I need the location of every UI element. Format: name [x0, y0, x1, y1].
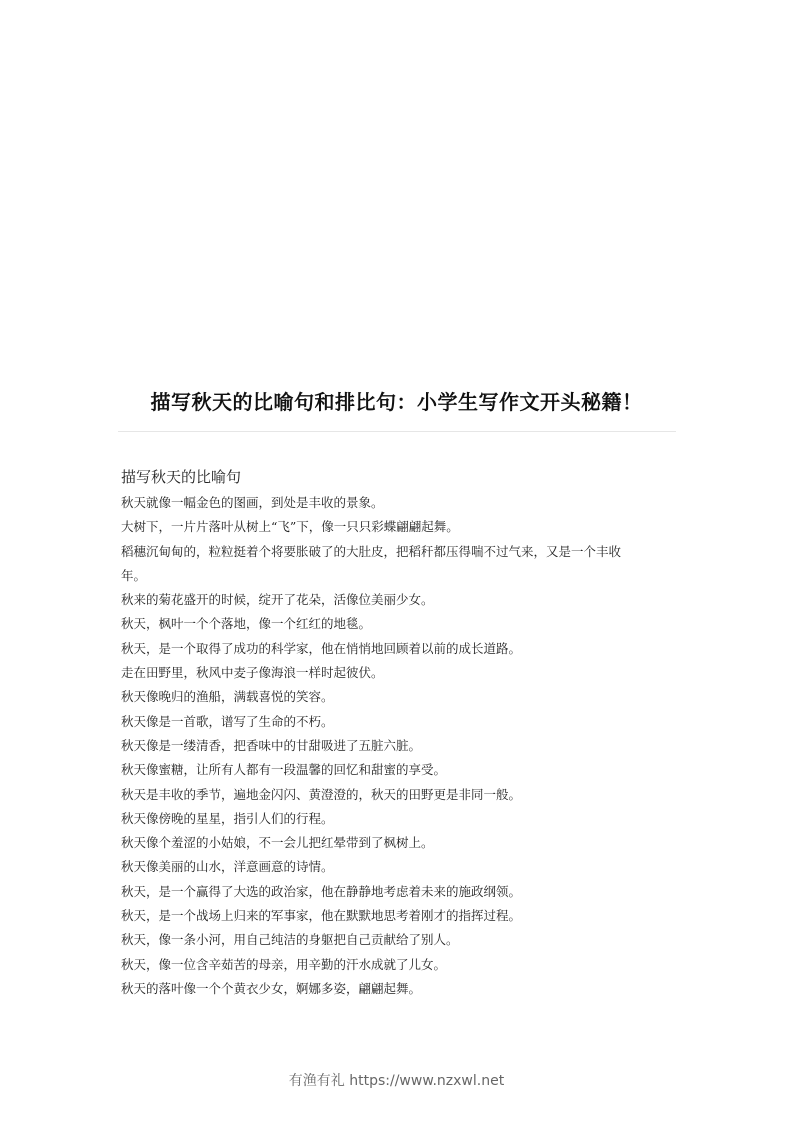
- sentence-line: 秋天，像一条小河，用自己纯洁的身躯把自己贡献给了别人。: [121, 932, 459, 948]
- sentence-line: 秋天的落叶像一个个黄衣少女，婀娜多姿，翩翩起舞。: [121, 980, 422, 996]
- sentence-line: 秋天，像一位含辛茹苦的母亲，用辛勤的汗水成就了儿女。: [121, 956, 447, 972]
- sentence-line: 秋天像是一缕清香，把香味中的甘甜吸进了五脏六脏。: [121, 737, 422, 753]
- sentence-line: 大树下，一片片落叶从树上“飞”下，像一只只彩蝶翩翩起舞。: [121, 519, 459, 535]
- sentence-line: 走在田野里，秋风中麦子像海浪一样时起彼伏。: [121, 665, 384, 681]
- sentence-line: 秋天像蜜糖，让所有人都有一段温馨的回忆和甜蜜的享受。: [121, 762, 447, 778]
- sentence-line: 秋天，是一个战场上归来的军事家，他在默默地思考着刚才的指挥过程。: [121, 908, 522, 924]
- sentence-line: 秋天像晚归的渔船，满载喜悦的笑容。: [121, 689, 334, 705]
- sentence-line: 秋天，是一个赢得了大选的政治家，他在静静地考虑着未来的施政纲领。: [121, 883, 522, 899]
- sentence-line: 稻穗沉甸甸的，粒粒挺着个将要胀破了的大肚皮，把稻秆都压得喘不过气来，又是一个丰收: [121, 543, 622, 559]
- page-title: 描写秋天的比喻句和排比句：小学生写作文开头秘籍！: [150, 390, 643, 414]
- sentence-list: [121, 491, 681, 1001]
- sentence-line: 秋天，枫叶一个个落地，像一个红红的地毯。: [121, 616, 372, 632]
- sentence-line: 秋天像是一首歌，谱写了生命的不朽。: [121, 713, 334, 729]
- sentence-line: 秋天就像一幅金色的图画，到处是丰收的景象。: [121, 495, 384, 510]
- sentence-line: 秋天，是一个取得了成功的科学家，他在悄悄地回顾着以前的成长道路。: [121, 640, 522, 656]
- sentence-line: 秋来的菊花盛开的时候，绽开了花朵，活像位美丽少女。: [121, 592, 434, 608]
- sentence-line: 秋天是丰收的季节，遍地金闪闪、黄澄澄的，秋天的田野更是非同一般。: [121, 786, 522, 802]
- sentence-line: 秋天像傍晚的星星，指引人们的行程。: [121, 810, 334, 826]
- sentence-line: 秋天像美丽的山水，洋意画意的诗情。: [121, 859, 334, 875]
- footer-watermark: 有渔有礼 https://www.nzxwl.net: [288, 1073, 505, 1089]
- sentence-line: 秋天像个羞涩的小姑娘，不一会儿把红晕带到了枫树上。: [121, 835, 434, 851]
- sentence-line: 年。: [121, 567, 147, 583]
- title-divider: [118, 431, 676, 432]
- section-heading: 描写秋天的比喻句: [121, 468, 242, 486]
